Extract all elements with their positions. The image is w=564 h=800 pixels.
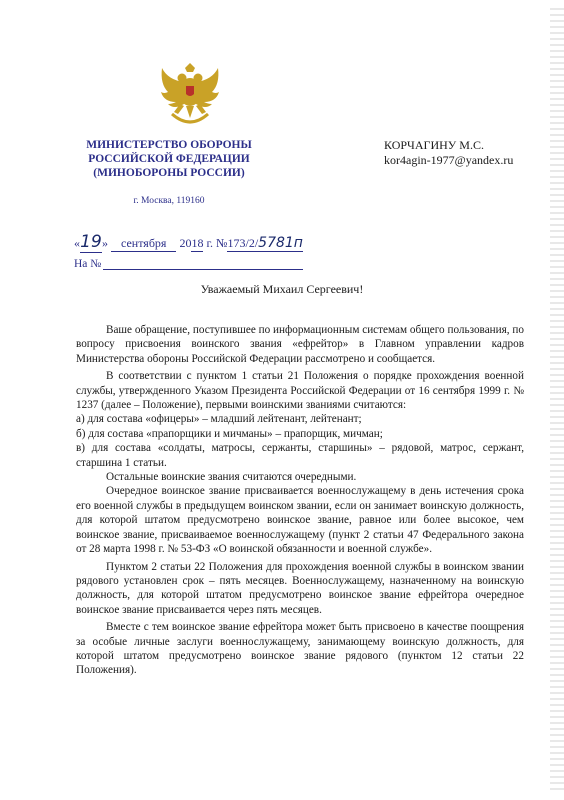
org-city: г. Москва, 119160: [133, 196, 205, 206]
list-item: в) для состава «солдаты, матросы, сержанты, старшины» – рядовой, матрос, сержант, старшина 1 статьи.: [76, 442, 524, 469]
doc-number-label: №: [216, 236, 228, 250]
letter-body: [76, 323, 524, 678]
reply-reference-label: На №: [74, 258, 102, 270]
date-year-suffix: 18: [191, 236, 204, 250]
double-headed-eagle-icon: [158, 62, 222, 130]
doc-number-printed: 173/2/: [227, 236, 259, 250]
org-line-2: РОССИЙСКОЙ ФЕДЕРАЦИИ: [88, 153, 250, 165]
recipient-email: kor4agin-1977@yandex.ru: [384, 153, 514, 167]
reply-reference-blank: [103, 259, 303, 270]
date-open-quote: «: [74, 236, 80, 250]
body-paragraph: Пунктом 2 статьи 22 Положения для прохождения военной службы в воинском звании рядового установлен срок – пять месяцев. Военнослужащему, назначенному на воинскую должность, для которой штатом предусмотрено воинское звание ефрейтора очередное воинское звание присваивается через пять месяцев.: [76, 560, 524, 616]
recipient-block: [384, 138, 513, 168]
date-year-prefix: 20: [179, 236, 192, 250]
body-paragraph: Вместе с тем воинское звание ефрейтора может быть присвоено в качестве поощрения за особые личные заслуги военнослужащему, занимающему воинскую должность, для которой штатом предусмотрено воинское звание рядового (пунктом 12 статьи 22 Положения).: [76, 621, 524, 677]
body-paragraph: Ваше обращение, поступившее по информационным системам общего пользования, по вопросу присвоения воинского звания «ефрейтор» в Главном управлении кадров Министерства обороны Российской Федерации рассмотрено и сообщается.: [76, 324, 524, 365]
list-item: б) для состава «прапорщики и мичманы» – прапорщик, мичман;: [76, 427, 383, 440]
list-item: а) для состава «офицеры» – младший лейтенант, лейтенант;: [76, 413, 362, 426]
date-number-line: [74, 232, 303, 253]
date-close-quote: »: [102, 236, 108, 250]
body-paragraph: Очередное воинское звание присваивается военнослужащему в день истечения срока его военной службы в предыдущем воинском звании, если он занимает воинскую должность, для которой штатом предусмотрено воинское звание, равное или более высокое, чем воинское звание, присваиваемое военнослужащему (пункт 2 статьи 47 Федерального закона от 28 марта 1998 г. № 53-ФЗ «О воинской обязанности и военной службе».: [76, 485, 524, 556]
date-month: сентября: [111, 236, 176, 252]
body-paragraph: В соответствии с пунктом 1 статьи 21 Положения о порядке прохождения военной службы, утвержденного Указом Президента Российской Федерации от 16 сентября 1999 г. № 1237 (далее – Положение), первыми воинскими званиями считаются:: [76, 370, 524, 412]
date-year-label: г.: [206, 236, 214, 250]
body-paragraph: Остальные воинские звания считаются очередными.: [106, 471, 357, 484]
date-day: 19: [80, 232, 102, 252]
org-line-1: МИНИСТЕРСТВО ОБОРОНЫ: [86, 139, 252, 151]
binding-edge: [550, 8, 564, 792]
doc-number-handwritten: 5781п: [258, 235, 303, 251]
greeting: Уважаемый Михаил Сергеевич!: [200, 282, 364, 296]
reply-reference: [74, 258, 303, 270]
letterhead-organization: [74, 138, 264, 208]
org-line-3: (МИНОБОРОНЫ РОССИИ): [93, 167, 245, 179]
recipient-name: КОРЧАГИНУ М.С.: [384, 138, 484, 152]
